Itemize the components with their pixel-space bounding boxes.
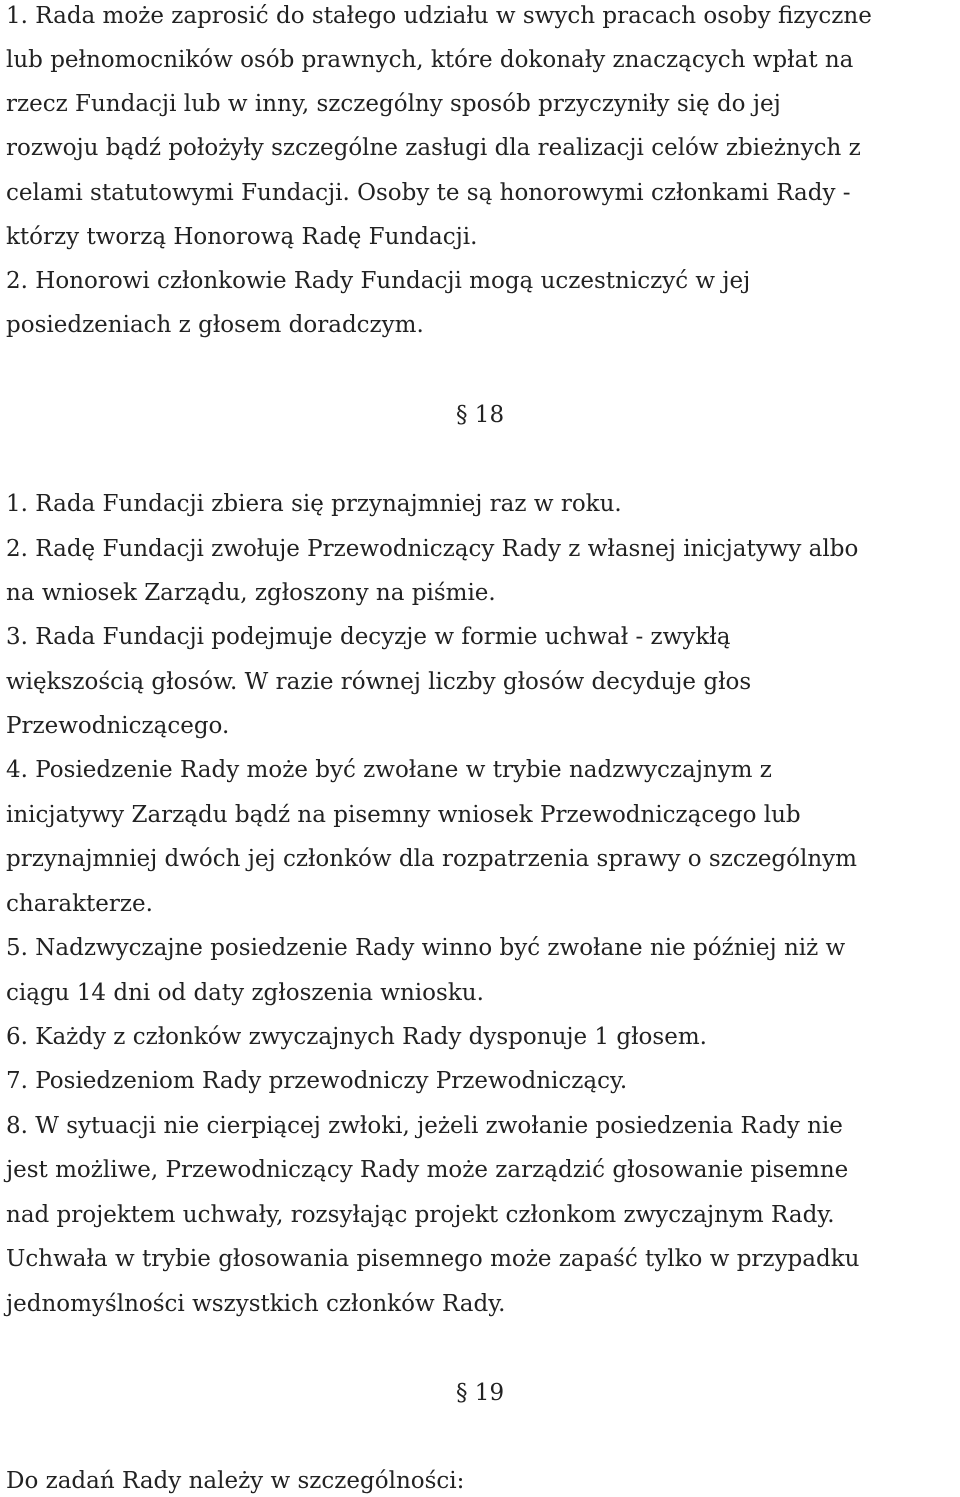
text-line: 6. Każdy z członków zwyczajnych Rady dysponuje 1 głosem. (6, 1024, 707, 1050)
text-line: 3. Rada Fundacji podejmuje decyzje w formie uchwał - zwykłą (6, 624, 731, 650)
text-line: Uchwała w trybie głosowania pisemnego może zapaść tylko w przypadku (6, 1246, 860, 1272)
text-line: 4. Posiedzenie Rady może być zwołane w trybie nadzwyczajnym z (6, 757, 772, 783)
text-line: posiedzeniach z głosem doradczym. (6, 312, 424, 338)
text-line: inicjatywy Zarządu bądź na pisemny wniosek Przewodniczącego lub (6, 802, 801, 828)
text-line: na wniosek Zarządu, zgłoszony na piśmie. (6, 580, 496, 606)
text-line: Przewodniczącego. (6, 713, 230, 739)
text-line: 2. Radę Fundacji zwołuje Przewodniczący Rady z własnej inicjatywy albo (6, 536, 859, 562)
text-line: nad projektem uchwały, rozsyłając projekt członkom zwyczajnym Rady. (6, 1202, 835, 1228)
text-line: charakterze. (6, 891, 153, 917)
section-heading-19: § 19 (456, 1380, 505, 1406)
text-line: 5. Nadzwyczajne posiedzenie Rady winno być zwołane nie później niż w (6, 935, 846, 961)
text-line: 8. W sytuacji nie cierpiącej zwłoki, jeżeli zwołanie posiedzenia Rady nie (6, 1113, 843, 1139)
text-line: lub pełnomocników osób prawnych, które dokonały znaczących wpłat na (6, 47, 854, 73)
text-line: ciągu 14 dni od daty zgłoszenia wniosku. (6, 980, 484, 1006)
text-line: 1. Rada Fundacji zbiera się przynajmniej raz w roku. (6, 491, 622, 517)
text-line: przynajmniej dwóch jej członków dla rozpatrzenia sprawy o szczególnym (6, 846, 857, 872)
text-line: jest możliwe, Przewodniczący Rady może zarządzić głosowanie pisemne (6, 1157, 849, 1183)
text-line: 7. Posiedzeniom Rady przewodniczy Przewodniczący. (6, 1068, 628, 1094)
text-line: rzecz Fundacji lub w inny, szczególny sposób przyczyniły się do jej (6, 91, 781, 117)
text-line: Do zadań Rady należy w szczególności: (6, 1468, 465, 1494)
text-line: jednomyślności wszystkich członków Rady. (6, 1291, 506, 1317)
text-line: 2. Honorowi członkowie Rady Fundacji mogą uczestniczyć w jej (6, 268, 751, 294)
text-line: rozwoju bądź położyły szczególne zasługi dla realizacji celów zbieżnych z (6, 135, 861, 161)
text-line: większością głosów. W razie równej liczby głosów decyduje głos (6, 669, 752, 695)
text-line: którzy tworzą Honorową Radę Fundacji. (6, 224, 478, 250)
section-heading-18: § 18 (456, 402, 505, 428)
text-line: celami statutowymi Fundacji. Osoby te są honorowymi członkami Rady - (6, 180, 851, 206)
text-line: 1. Rada może zaprosić do stałego udziału w swych pracach osoby fizyczne (6, 3, 872, 29)
